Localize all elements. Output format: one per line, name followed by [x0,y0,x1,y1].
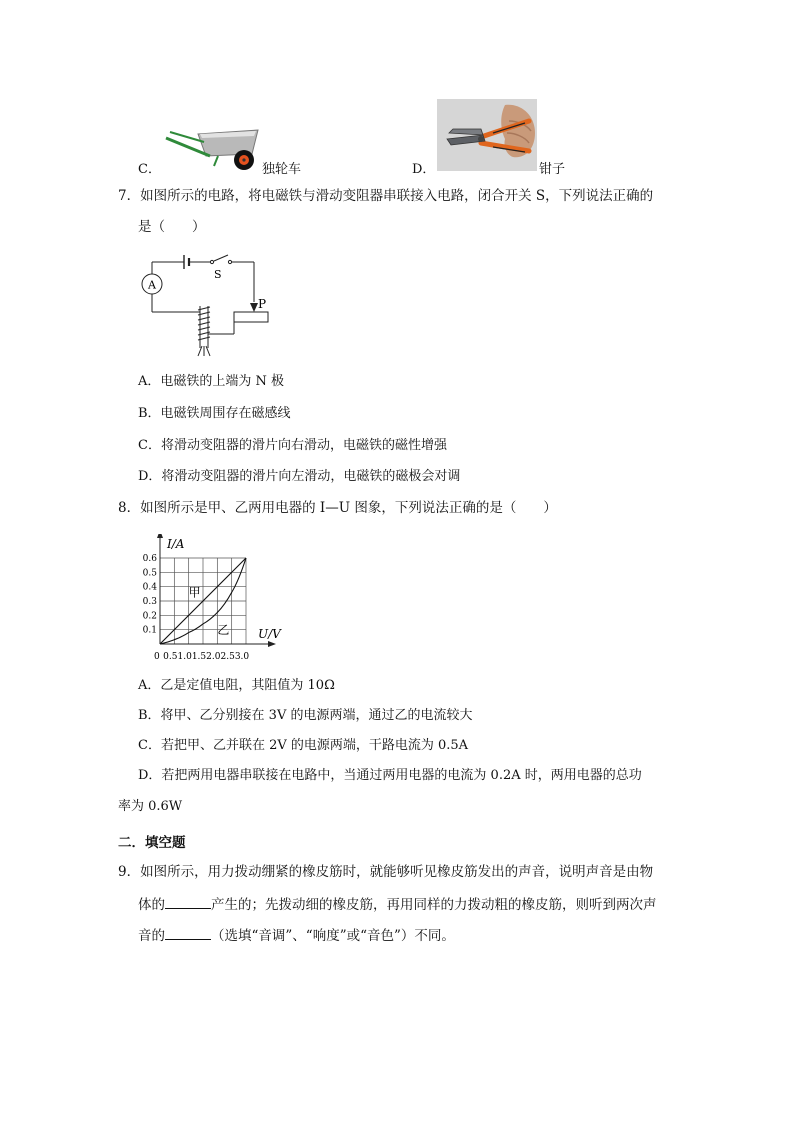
q6-option-c-label: 独轮车 [262,162,302,177]
q8-stem: 8．如图所示是甲、乙两用电器的 I—U 图象，下列说法正确的是（ ） [118,500,557,516]
q7-stem-line2: 是（ ） [138,219,206,235]
q9-blank-2[interactable] [165,925,211,940]
q6-option-d-letter: D． [412,162,436,177]
q8-option-a: A．乙是定值电阻，其阻值为 10Ω [138,678,335,693]
y-axis-arrow-icon [157,534,163,538]
q8-iu-chart [140,534,290,666]
q9-line2-end: 产生的；先拨动细的橡皮筋，再用同样的力拨动粗的橡皮筋，则听到两次声 [211,897,657,913]
y-tick-label: 0.5 [142,568,157,579]
q7-option-a: A．电磁铁的上端为 N 极 [138,374,285,389]
x-tick-label: 3.0 [234,652,250,662]
x-tick-label: 0.5 [163,652,178,662]
x-axis-label: U/V [258,627,281,641]
q9-blank-1[interactable] [165,894,211,909]
q9-line2-start: 体的 [138,897,165,913]
ammeter-label: A [148,278,156,292]
q8-option-b: B．将甲、乙分别接在 3V 的电源两端，通过乙的电流较大 [138,708,473,723]
section-title: 二．填空题 [118,835,186,851]
y-axis-label: I/A [167,537,185,551]
x-axis-arrow-icon [268,641,276,647]
q9-stem-line3 [138,925,455,946]
y-tick-label: 0.2 [142,611,157,622]
q6-option-d-label: 钳子 [539,162,566,177]
x-tick-label: 1.0 [177,652,192,662]
q9-line3-end: （选填“音调”、“响度”或“音色”）不同。 [211,928,455,944]
y-tick-label: 0.3 [142,597,157,607]
series-label-jia: 甲 [188,585,201,600]
wheelbarrow-image [160,120,264,172]
q8-option-d-cont: 率为 0.6W [118,799,183,814]
pliers-image [437,99,537,171]
slider-label: P [258,297,267,311]
y-tick-label: 0.6 [142,554,157,564]
q8-option-d: D．若把两用电器串联接在电路中，当通过两用电器的电流为 0.2A 时，两用电器的总功 [138,768,642,783]
q7-option-c: C．将滑动变阻器的滑片向右滑动，电磁铁的磁性增强 [138,438,447,453]
y-tick-label: 0.4 [142,582,157,593]
x-tick-label: 1.5 [191,652,207,662]
q9-stem-line2 [138,894,657,915]
q6-option-c-letter: C． [138,162,161,177]
q9-line3-start: 音的 [138,928,165,944]
q7-stem-line1: 7．如图所示的电路，将电磁铁与滑动变阻器串联接入电路，闭合开关 S，下列说法正确的 [118,188,654,204]
y-tick-label: 0.1 [142,625,157,636]
slider-arrow-icon [250,303,258,312]
switch-label: S [214,268,222,281]
q7-option-b: B．电磁铁周围存在磁感线 [138,406,291,421]
q7-circuit-diagram [138,250,278,358]
q7-option-d: D．将滑动变阻器的滑片向左滑动，电磁铁的磁极会对调 [138,469,461,484]
series-label-yi: 乙 [217,622,230,637]
q9-stem-line1: 9．如图所示，用力拨动绷紧的橡皮筋时，就能够听见橡皮筋发出的声音，说明声音是由物 [118,864,654,880]
x-tick-label: 0 [154,652,160,662]
x-tick-label: 2.0 [206,652,221,662]
q8-option-c: C．若把甲、乙并联在 2V 的电源两端，干路电流为 0.5A [138,738,469,753]
x-tick-label: 2.5 [220,652,235,662]
